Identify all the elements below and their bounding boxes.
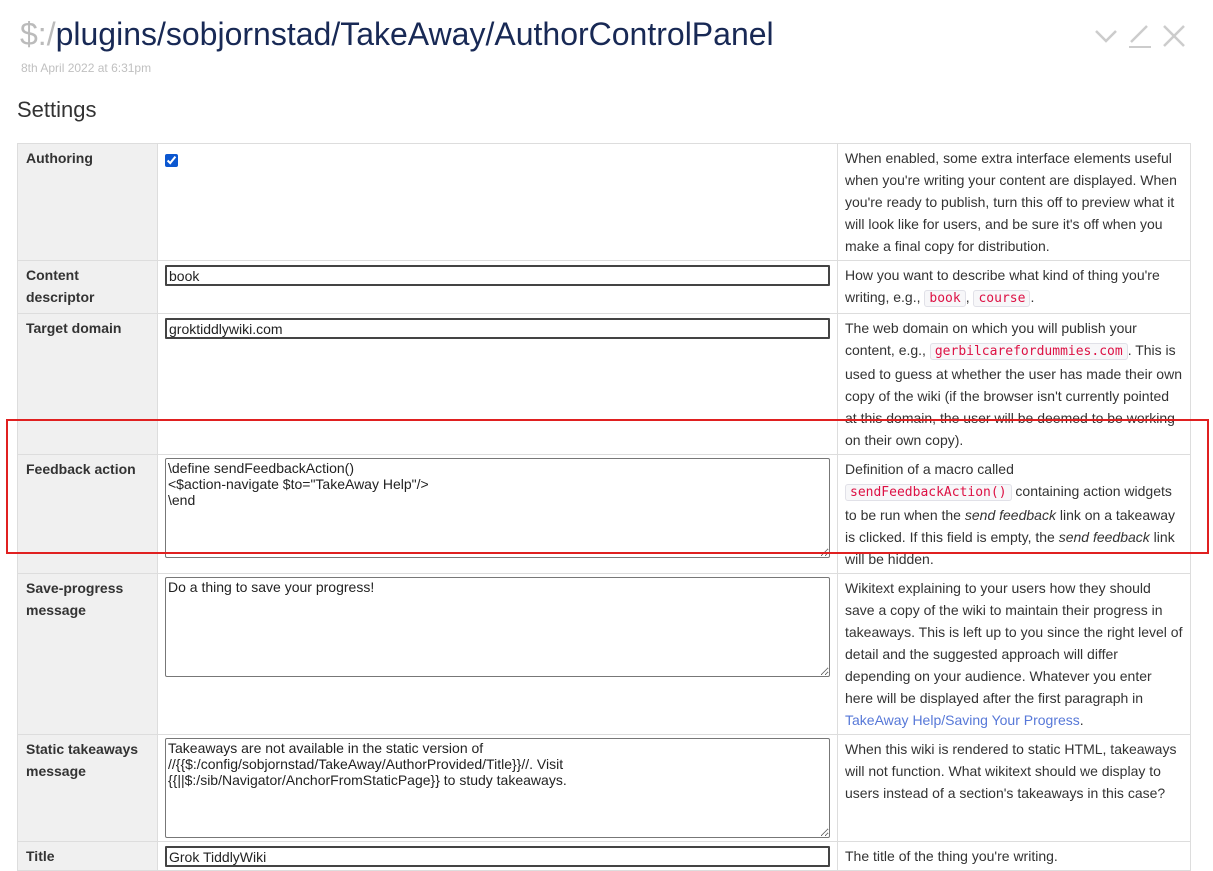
close-icon: [1161, 23, 1187, 49]
desc-text: .: [1030, 289, 1035, 305]
label-static-takeaways: Static takeaways message: [18, 735, 158, 842]
content-descriptor-input[interactable]: [165, 265, 830, 286]
table-row-authoring: [18, 144, 1191, 261]
desc-text: The web domain on which you will publish your content, e.g.,: [845, 320, 1137, 358]
desc-text: link will be hidden.: [845, 529, 1175, 567]
desc-content-descriptor: [838, 261, 1191, 314]
settings-heading: Settings: [17, 97, 97, 122]
label-target-domain: Target domain: [18, 314, 158, 455]
desc-text: .: [1079, 712, 1084, 728]
pencil-icon: [1127, 23, 1153, 49]
desc-feedback-action: [838, 455, 1191, 574]
target-domain-input[interactable]: [165, 318, 830, 339]
table-row-title: [18, 842, 1191, 871]
saving-progress-link[interactable]: TakeAway Help/Saving Your Progress: [845, 712, 1080, 728]
chevron-down-icon: [1093, 23, 1119, 49]
desc-text: link on a takeaway is clicked. If this field is empty, the: [845, 507, 1176, 545]
label-feedback-action: Feedback action: [18, 455, 158, 574]
title-input[interactable]: [165, 846, 830, 867]
authoring-checkbox[interactable]: [165, 154, 178, 167]
more-button[interactable]: [1092, 22, 1120, 50]
label-save-progress: Save-progress message: [18, 574, 158, 735]
static-takeaways-textarea[interactable]: [165, 738, 830, 838]
desc-authoring: When enabled, some extra interface elements useful when you're writing your content are displayed. When you're ready to publish, turn this off to preview what it will look like for users, and be sure it's off when you make a final copy for distribution.: [838, 144, 1191, 261]
desc-emphasis: send feedback: [1058, 529, 1150, 545]
table-row-feedback-action: [18, 455, 1191, 574]
desc-static-takeaways: When this wiki is rendered to static HTML, takeaways will not function. What wikitext should we display to users instead of a section's takeaways in this case?: [838, 735, 1191, 842]
edit-button[interactable]: [1126, 22, 1154, 50]
label-title: Title: [18, 842, 158, 871]
close-button[interactable]: [1160, 22, 1188, 50]
desc-text: Wikitext explaining to your users how they should save a copy of the wiki to maintain their progress in takeaways. This is left up to you since the right level of detail and the suggested approach will differ depending on your audience. Whatever you enter here will be displayed after the first paragraph in: [845, 580, 1183, 706]
desc-title: The title of the thing you're writing.: [838, 842, 1191, 871]
desc-text: containing action widgets to be run when the: [845, 483, 1172, 523]
tiddler-toolbar: [1092, 22, 1188, 50]
table-row-target-domain: [18, 314, 1191, 455]
title-prefix: $:/: [20, 16, 56, 52]
table-row-save-progress: [18, 574, 1191, 735]
desc-text: ,: [965, 289, 974, 305]
title-main: plugins/sobjornstad/TakeAway/AuthorControlPanel: [55, 16, 774, 52]
tiddler-title: [20, 14, 774, 54]
label-content-descriptor: Content descriptor: [18, 261, 158, 314]
desc-text: Definition of a macro called: [845, 461, 1014, 477]
desc-target-domain: [838, 314, 1191, 455]
table-row-content-descriptor: [18, 261, 1191, 314]
save-progress-textarea[interactable]: [165, 577, 830, 677]
feedback-action-textarea[interactable]: [165, 458, 830, 558]
label-authoring: Authoring: [18, 144, 158, 261]
desc-save-progress: [838, 574, 1191, 735]
desc-text: How you want to describe what kind of thing you're writing, e.g.,: [845, 267, 1160, 305]
code-course: course: [973, 290, 1030, 307]
code-book: book: [924, 290, 965, 307]
desc-emphasis: send feedback: [964, 507, 1056, 523]
tiddler-subtitle: 8th April 2022 at 6:31pm: [21, 61, 152, 75]
table-row-static-takeaways: [18, 735, 1191, 842]
code-send-feedback: sendFeedbackAction(): [845, 484, 1012, 501]
desc-text: . This is used to guess at whether the user has made their own copy of the wiki (if the browser isn't currently pointed at this domain, the user will be deemed to be working on their own copy).: [845, 342, 1182, 448]
code-domain: gerbilcarefordummies.com: [930, 343, 1128, 360]
settings-table: [17, 143, 1191, 871]
